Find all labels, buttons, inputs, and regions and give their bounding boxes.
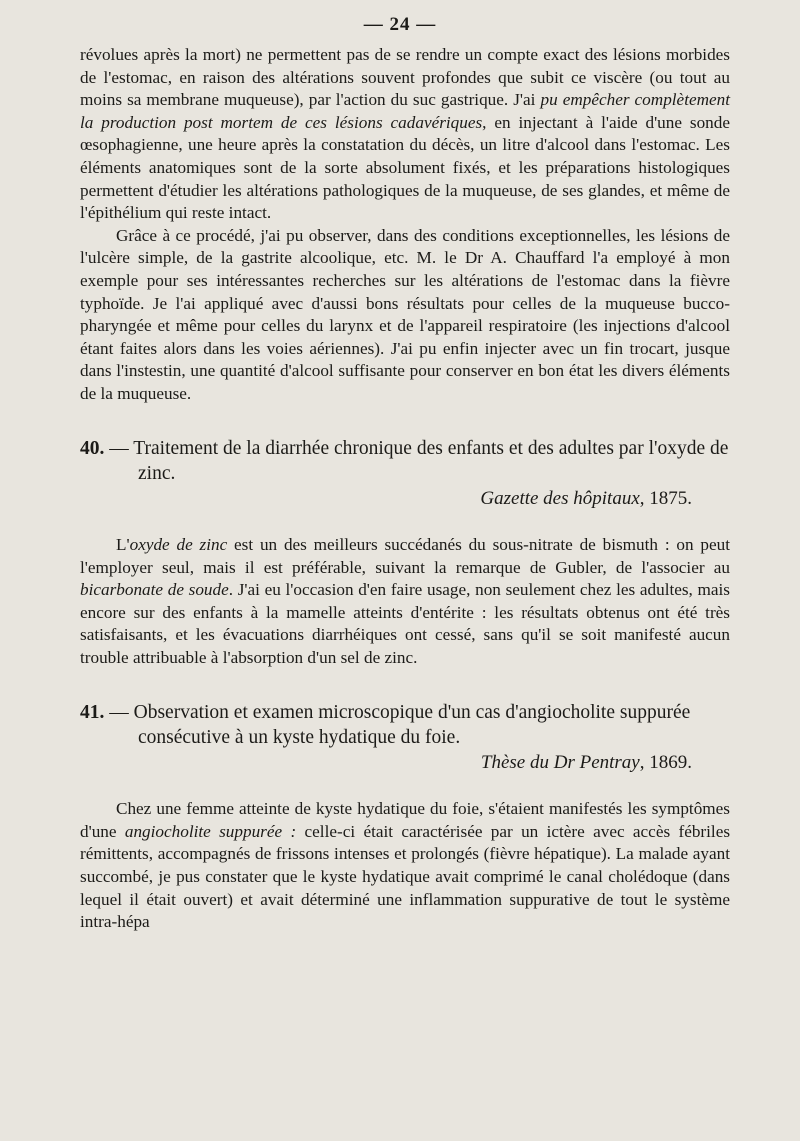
emphasis-text: pu empêcher complètement la production post mortem de ces lésions cadavériques [80, 90, 731, 132]
intro-paragraph-1 [80, 44, 730, 225]
text-run: , en injectant à l'aide d'une sonde œsophagienne, une heure après la constatation du décès, un litre d'alcool dans l'estomac. Les éléments anatomiques sont de la sorte absolument fixés, et les préparations histologiques permettent d'étudier les altérations pathologiques de la muqueuse, de ses glandes, et même de l'épithélium qui reste intact. [80, 112, 730, 223]
section-41-heading [80, 700, 730, 750]
section-40-heading [80, 436, 730, 486]
text-run: L' [116, 535, 130, 555]
source-title: Gazette des hôpitaux [480, 487, 640, 509]
section-title: — Traitement de la diarrhée chronique des enfants et des adultes par l'oxyde de zinc. [109, 437, 729, 484]
section-40-source [80, 488, 730, 511]
section-number: 41. [80, 701, 105, 723]
section-title: — Observation et examen microscopique d'un cas d'angiocholite suppurée consécutive à un kyste hydatique du foie. [109, 701, 691, 748]
section-40-paragraph [80, 534, 730, 670]
emphasis-text: bicarbonate de soude [80, 580, 229, 600]
source-year: , 1875. [639, 487, 692, 509]
section-41-source [80, 752, 730, 775]
emphasis-text: angiocholite suppurée : [124, 821, 297, 841]
text-run: Chez une femme atteinte de kyste hydatique du foie, s'étaient manifestés les symptômes d'une [80, 799, 730, 841]
emphasis-text: oxyde de zinc [129, 535, 228, 555]
source-year: , 1869. [639, 751, 692, 773]
text-run: celle-ci était caractérisée par un ictère avec accès fébriles rémittents, accompagnés de frissons intenses et prolongés (fièvre hépatique). La malade ayant succombé, je pus constater que le kyste hydatique avait comprimé le canal cholédoque (dans lequel il était ouvert) et avait déterminé une inflammation suppurative de tout le système intra-hépa [80, 821, 731, 932]
page-number: — 24 — [363, 14, 437, 35]
source-title: Thèse du Dr Pentray [480, 751, 640, 773]
text-run: . J'ai eu l'occasion d'en faire usage, non seulement chez les adultes, mais encore sur des enfants à la mamelle atteints d'entérite : les résultats obtenus ont été très satisfaisants, et les évacuations diarrhéiques ont cessé, sans qu'il se soit manifesté aucun trouble attribuable à l'absorption d'un sel de zinc. [80, 580, 731, 668]
section-number: 40. [80, 437, 105, 459]
section-41-paragraph [80, 798, 730, 934]
page-body [80, 44, 730, 934]
intro-paragraph-2: Grâce à ce procédé, j'ai pu observer, dans des conditions exceptionnelles, les lésions de l'ulcère simple, de la gastrite alcoolique, etc. M. le Dr A. Chauffard l'a employé à mon exemple pour ses intéressantes recherches sur les altérations de l'estomac dans la fièvre typhoïde. Je l'ai appliqué avec d'aussi bons résultats pour celles de la muqueuse bucco-pharyngée et même pour celles du larynx et de l'appareil respiratoire (les injections d'alcool étant faites alors dans les voies aériennes). J'ai pu enfin injecter avec un fin trocart, jusque dans l'instestin, une quantité d'alcool suffisante pour conserver en bon état les divers éléments de la muqueuse. [80, 225, 730, 403]
text-run: révolues après la mort) ne permettent pas de se rendre un compte exact des lésions morbides de l'estomac, en raison des altérations souvent profondes que subit ce viscère (ou tout au moins sa membrane muqueuse), par l'action du suc gastrique. J'ai [80, 45, 730, 110]
text-run: est un des meilleurs succédanés du sous-nitrate de bismuth : on peut l'employer seul, mais il est préférable, suivant la remarque de Gubler, de l'associer au [80, 535, 731, 577]
